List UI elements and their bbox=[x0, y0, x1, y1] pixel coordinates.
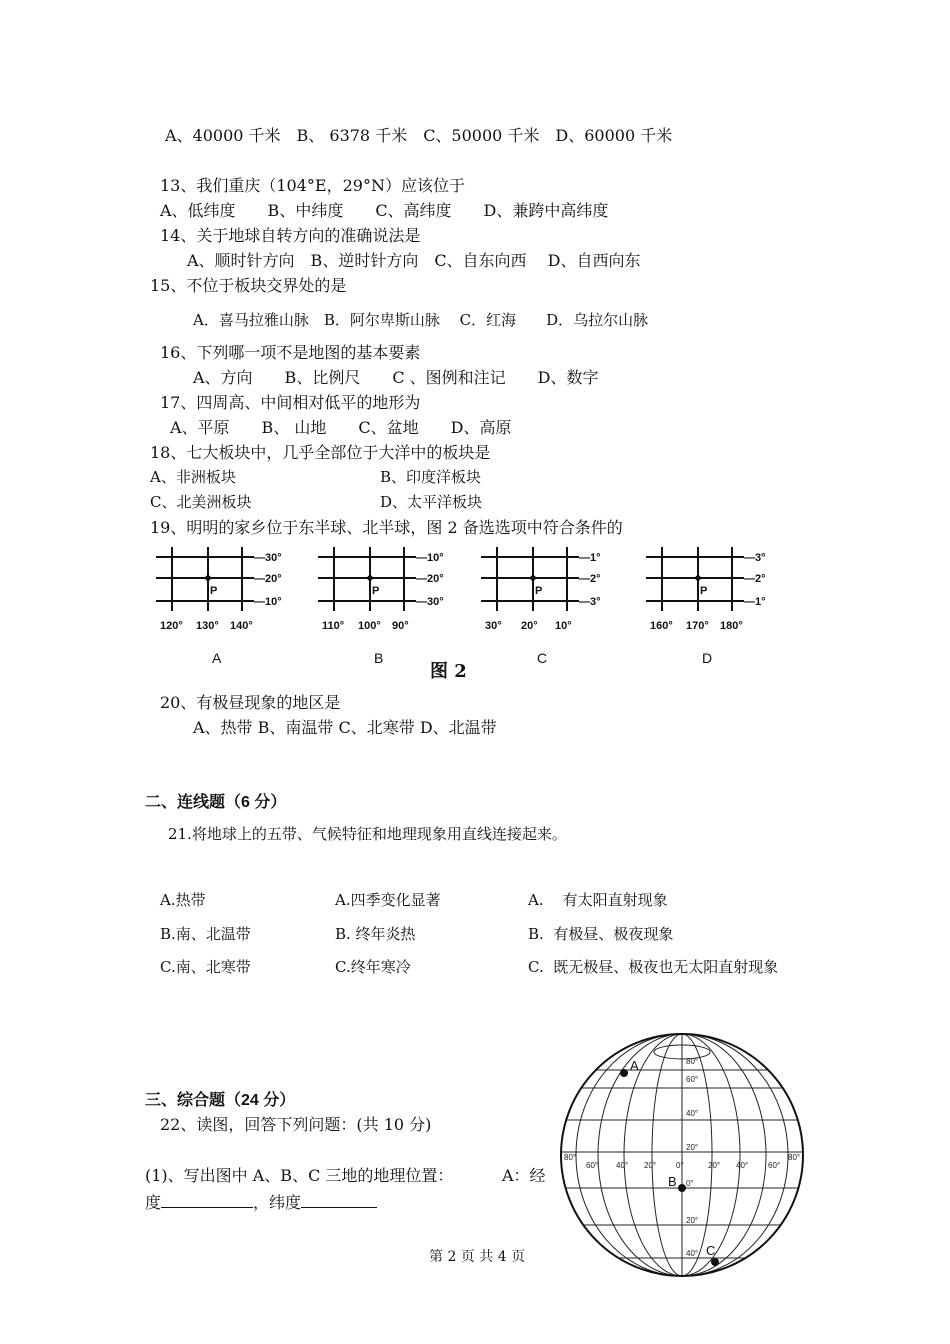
q22-stem: 22、读图，回答下列问题：(共 10 分) bbox=[160, 1115, 432, 1134]
q15-options: A．喜马拉雅山脉 B．阿尔卑斯山脉 C．红海 D．乌拉尔山脉 bbox=[193, 311, 649, 329]
longitude-label: 170° bbox=[686, 620, 709, 632]
option-letter: D bbox=[702, 650, 713, 666]
q12-options: A、40000 千米 B、 6378 千米 C、50000 千米 D、60000 千米 bbox=[165, 126, 673, 145]
globe-latitude-label: 0° bbox=[686, 1179, 694, 1188]
longitude-label: 度 bbox=[145, 1193, 162, 1212]
q17-options: A、平原 B、 山地 C、盆地 D、高原 bbox=[170, 418, 512, 437]
grid-lines bbox=[150, 545, 290, 675]
globe-longitude-label: 40° bbox=[736, 1161, 749, 1170]
match-col1-item: C.南、北寒带 bbox=[160, 958, 251, 976]
latitude-label: —3° bbox=[744, 552, 766, 564]
q16-options: A、方向 B、比例尺 C 、图例和注记 D、数字 bbox=[193, 368, 599, 387]
latitude-label: —3° bbox=[579, 596, 601, 608]
point-p-label: P bbox=[535, 585, 543, 597]
figure-2-title: 图 2 bbox=[430, 661, 467, 682]
latitude-label: —10° bbox=[416, 552, 444, 564]
longitude-label: 110° bbox=[322, 620, 345, 632]
latitude-label: —20° bbox=[254, 573, 282, 585]
match-col2-item: C.终年寒冷 bbox=[335, 958, 411, 976]
option-letter: A bbox=[212, 650, 222, 666]
point-p-marker bbox=[695, 575, 701, 581]
globe-figure bbox=[558, 1030, 808, 1280]
globe-latitude-label: 20° bbox=[686, 1216, 699, 1225]
latitude-label: —20° bbox=[416, 573, 444, 585]
globe-longitude-label: 20° bbox=[644, 1161, 657, 1170]
grid-lines bbox=[312, 545, 452, 675]
longitude-label: 20° bbox=[521, 620, 538, 632]
globe-longitude-label: 0° bbox=[676, 1161, 684, 1170]
latitude-label: ，纬度 bbox=[253, 1193, 302, 1212]
match-col2-item: A.四季变化显著 bbox=[335, 891, 441, 909]
point-p-label: P bbox=[700, 585, 708, 597]
figure-2-grid-a bbox=[150, 545, 290, 679]
q18-option-c: C、北美洲板块 bbox=[150, 493, 252, 511]
longitude-label: 180° bbox=[720, 620, 743, 632]
globe-longitude-label: 80° bbox=[788, 1153, 801, 1162]
match-col2-item: B. 终年炎热 bbox=[335, 925, 416, 943]
longitude-label: 100° bbox=[358, 620, 381, 632]
globe-latitude-label: 40° bbox=[686, 1109, 699, 1118]
globe-point-a-label: A bbox=[630, 1058, 639, 1073]
latitude-label: —1° bbox=[579, 552, 601, 564]
grid-lines bbox=[475, 545, 615, 675]
globe-latitude-label: 80° bbox=[686, 1057, 699, 1066]
page-footer: 第 2 页 共 4 页 bbox=[429, 1249, 526, 1265]
globe-point-c-label: C bbox=[706, 1243, 716, 1258]
globe-latitude-label: 20° bbox=[686, 1143, 699, 1152]
grid-lines bbox=[640, 545, 780, 675]
longitude-label: 30° bbox=[485, 620, 502, 632]
globe-longitude-label: 60° bbox=[768, 1161, 781, 1170]
q13-options: A、低纬度 B、中纬度 C、高纬度 D、兼跨中高纬度 bbox=[160, 201, 609, 220]
point-p-marker bbox=[367, 575, 373, 581]
figure-2-grid-c bbox=[475, 545, 615, 679]
q18-option-d: D、太平洋板块 bbox=[380, 493, 483, 511]
latitude-label: —30° bbox=[254, 552, 282, 564]
latitude-label: —2° bbox=[579, 573, 601, 585]
q16-stem: 16、下列哪一项不是地图的基本要素 bbox=[160, 343, 421, 362]
globe-longitude-label: 60° bbox=[586, 1161, 599, 1170]
latitude-label: —2° bbox=[744, 573, 766, 585]
match-col1-item: B.南、北温带 bbox=[160, 925, 251, 943]
q13-stem: 13、我们重庆（104°E，29°N）应该位于 bbox=[160, 176, 465, 195]
globe-longitude-label: 40° bbox=[616, 1161, 629, 1170]
q19-stem: 19、明明的家乡位于东半球、北半球，图 2 备选选项中符合条件的 bbox=[150, 518, 623, 537]
option-letter: B bbox=[374, 650, 384, 666]
latitude-label: —30° bbox=[416, 596, 444, 608]
globe-point-c-marker bbox=[711, 1258, 719, 1266]
longitude-label: 130° bbox=[196, 620, 219, 632]
globe-longitude-label: 20° bbox=[708, 1161, 721, 1170]
globe-point-b-label: B bbox=[668, 1174, 677, 1189]
globe-longitude-label: 80° bbox=[564, 1153, 577, 1162]
q18-option-a: A、非洲板块 bbox=[150, 468, 236, 486]
longitude-label: 140° bbox=[230, 620, 253, 632]
match-col3-item: C. 既无极昼、极夜也无太阳直射现象 bbox=[528, 958, 779, 976]
point-p-marker bbox=[530, 575, 536, 581]
q14-options: A、顺时针方向 B、逆时针方向 C、自东向西 D、自西向东 bbox=[187, 251, 641, 270]
section-3-heading: 三、综合题（24 分） bbox=[145, 1092, 296, 1109]
section-2-heading: 二、连线题（6 分） bbox=[145, 794, 287, 811]
q22-part1: (1)、写出图中 A、B、C 三地的地理位置： bbox=[145, 1166, 454, 1185]
q20-stem: 20、有极昼现象的地区是 bbox=[160, 693, 341, 712]
figure-2-grid-b bbox=[312, 545, 452, 679]
globe-latitude-label: 40° bbox=[686, 1249, 699, 1258]
point-p-marker bbox=[205, 575, 211, 581]
q21-stem: 21.将地球上的五带、气候特征和地理现象用直线连接起来。 bbox=[168, 825, 567, 843]
globe-latitude-label: 60° bbox=[686, 1075, 699, 1084]
q15-stem: 15、不位于板块交界处的是 bbox=[150, 276, 347, 295]
globe-point-b-marker bbox=[678, 1184, 686, 1192]
q22-part1-a-label: A：经 bbox=[502, 1166, 546, 1185]
point-p-label: P bbox=[210, 585, 218, 597]
match-col3-item: B. 有极昼、极夜现象 bbox=[528, 925, 674, 943]
q17-stem: 17、四周高、中间相对低平的地形为 bbox=[160, 393, 421, 412]
longitude-label: 90° bbox=[392, 620, 409, 632]
latitude-label: —10° bbox=[254, 596, 282, 608]
globe-point-a-marker bbox=[620, 1069, 628, 1077]
latitude-label: —1° bbox=[744, 596, 766, 608]
q18-stem: 18、七大板块中，几乎全部位于大洋中的板块是 bbox=[150, 443, 491, 462]
latitude-blank[interactable] bbox=[301, 1193, 377, 1208]
q18-option-b: B、印度洋板块 bbox=[380, 468, 482, 486]
longitude-label: 10° bbox=[555, 620, 572, 632]
q14-stem: 14、关于地球自转方向的准确说法是 bbox=[160, 226, 421, 245]
figure-2-grid-d bbox=[640, 545, 780, 679]
point-p-label: P bbox=[372, 585, 380, 597]
longitude-label: 120° bbox=[160, 620, 183, 632]
longitude-blank[interactable] bbox=[161, 1193, 253, 1208]
match-col1-item: A.热带 bbox=[160, 891, 206, 909]
q22-part1-answer-line bbox=[145, 1193, 377, 1211]
q20-options: A、热带 B、南温带 C、北寒带 D、北温带 bbox=[193, 718, 497, 737]
longitude-label: 160° bbox=[650, 620, 673, 632]
option-letter: C bbox=[537, 650, 548, 666]
match-col3-item: A. 有太阳直射现象 bbox=[528, 891, 668, 909]
